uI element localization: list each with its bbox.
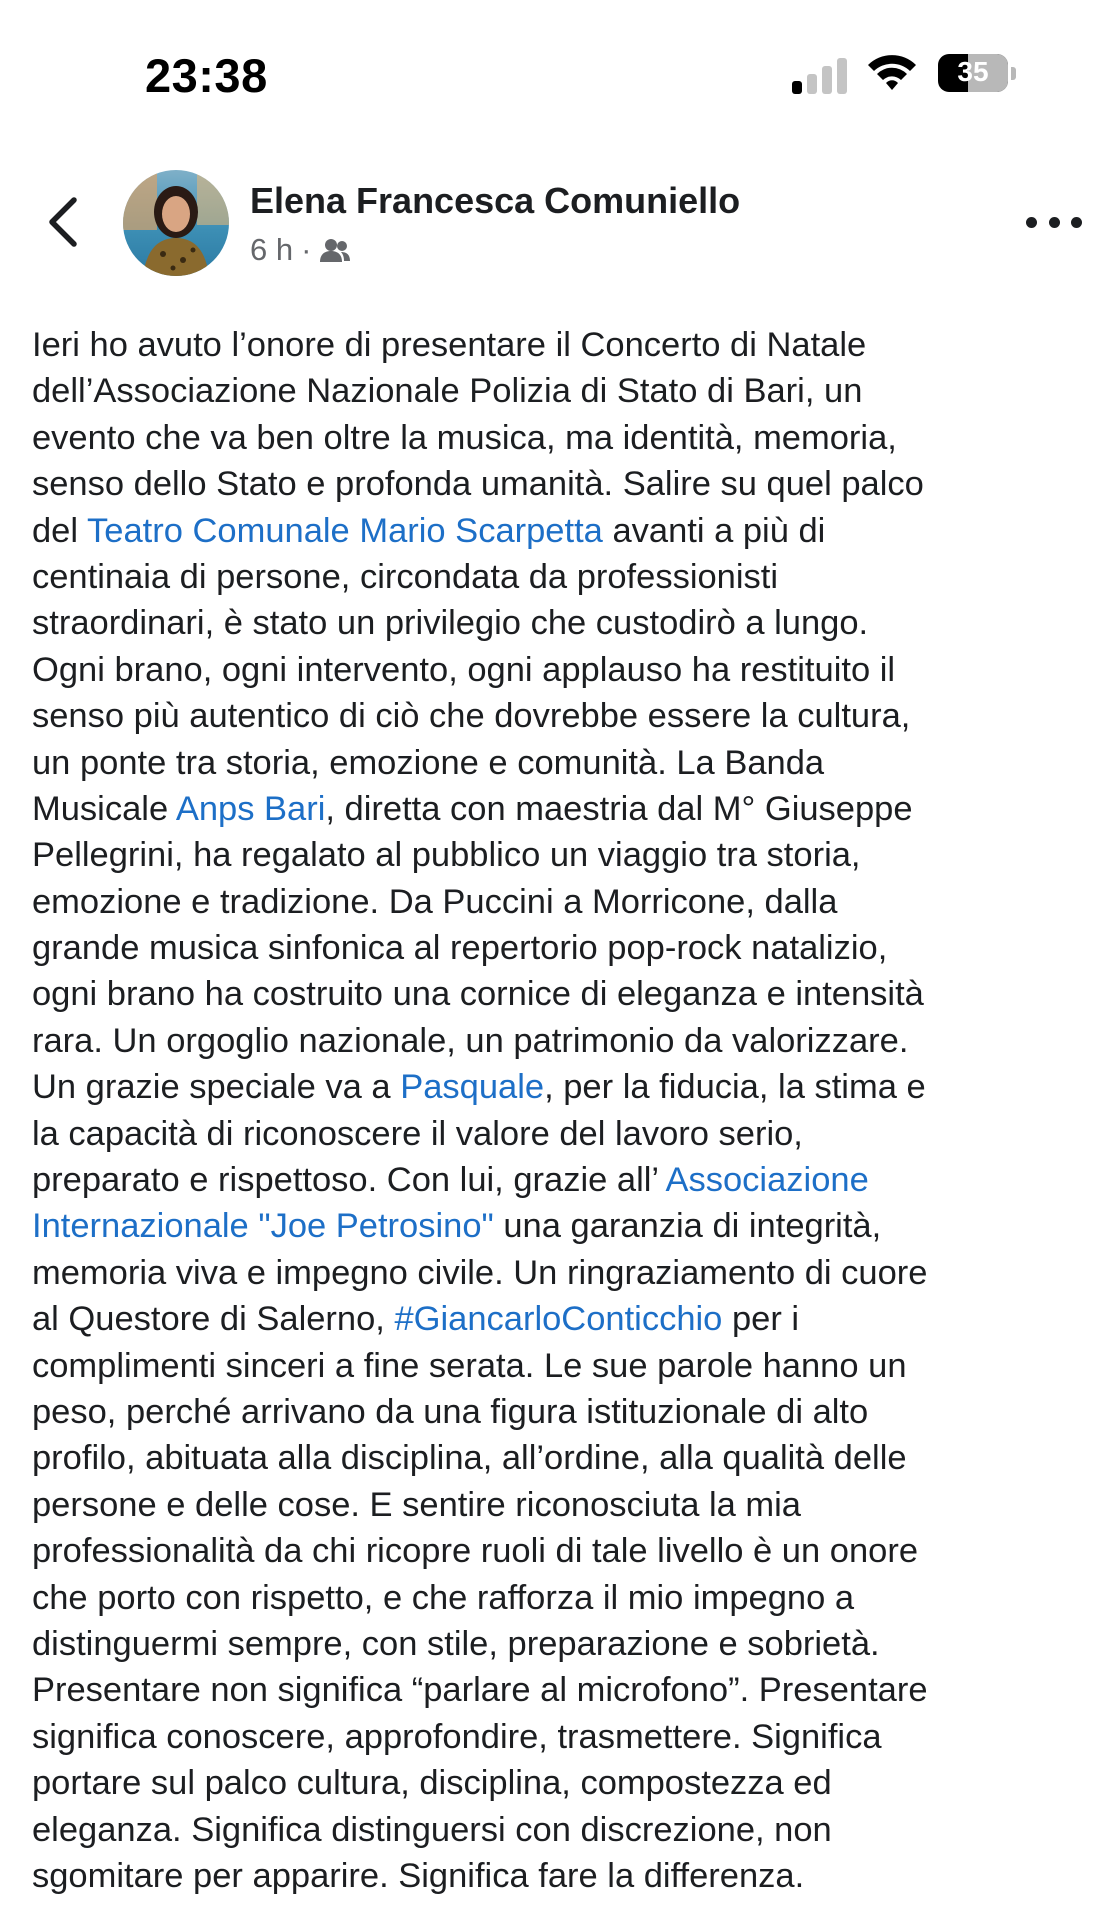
post-text-line <box>32 415 1092 461</box>
wifi-icon <box>866 52 918 92</box>
post-link[interactable]: #GiancarloConticchio <box>394 1300 723 1339</box>
post-text-segment: Pellegrini, ha regalato al pubblico un viaggio tra storia, <box>32 836 861 875</box>
post-text-segment: grande musica sinfonica al repertorio pop-rock natalizio, <box>32 929 888 968</box>
post-text-segment: sgomitare per apparire. Significa fare la differenza. <box>32 1856 805 1895</box>
post-text-line <box>32 1621 1092 1667</box>
avatar[interactable] <box>123 170 229 276</box>
signal-icon <box>792 58 848 94</box>
post-text-segment: Ogni brano, ogni intervento, ogni applauso ha restituito il <box>32 650 896 689</box>
post-text-line <box>32 1807 1092 1853</box>
post-text-line <box>32 508 1092 554</box>
post-text-line <box>32 1064 1092 1110</box>
post-text-segment: del <box>32 511 88 550</box>
friends-icon[interactable] <box>319 237 351 263</box>
post-text-line <box>32 554 1092 600</box>
post-text-segment: complimenti sinceri a fine serata. Le sue parole hanno un <box>32 1346 907 1385</box>
post-text-segment: Ieri ho avuto l’onore di presentare il Concerto di Natale <box>32 326 867 364</box>
post-text-segment: eleganza. Significa distinguersi con discrezione, non <box>32 1810 832 1849</box>
post-text-segment: portare sul palco cultura, disciplina, compostezza ed <box>32 1764 832 1803</box>
post-text-line <box>32 1435 1092 1481</box>
status-bar <box>0 0 1113 150</box>
battery-icon <box>938 54 1018 92</box>
post-link[interactable]: Associazione <box>665 1161 869 1200</box>
post-text-line <box>32 693 1092 739</box>
post-text-segment: che porto con rispetto, e che rafforza il mio impegno a <box>32 1578 855 1617</box>
post-text-line <box>32 368 1092 414</box>
post-text-line <box>32 647 1092 693</box>
status-time: 23:38 <box>145 49 268 102</box>
post-text-segment: Presentare non significa “parlare al microfono”. Presentare <box>32 1671 928 1710</box>
post-text-line <box>32 740 1092 786</box>
post-text-line <box>32 1760 1092 1806</box>
post-text-segment: ogni brano ha costruito una cornice di eleganza e intensità <box>32 975 924 1014</box>
post-text-line <box>32 322 1092 368</box>
post-text-line <box>32 600 1092 646</box>
post-text-segment: , per la fiducia, la stima e <box>544 1068 926 1107</box>
back-chevron-icon[interactable] <box>44 194 84 250</box>
post-text-line <box>32 1714 1092 1760</box>
post-text-line <box>32 1203 1092 1249</box>
post-text-segment: dell’Associazione Nazionale Polizia di Stato di Bari, un <box>32 372 863 411</box>
post-text-segment: senso più autentico di ciò che dovrebbe essere la cultura, <box>32 697 911 736</box>
meta-separator: · <box>301 232 312 267</box>
battery-percent: 35 <box>957 56 989 87</box>
post-text-line <box>32 1111 1092 1157</box>
post-text-segment: rara. Un orgoglio nazionale, un patrimonio da valorizzare. <box>32 1021 909 1060</box>
post-text-line <box>32 1343 1092 1389</box>
post-text-segment: la capacità di riconoscere il valore del lavoro serio, <box>32 1114 803 1153</box>
post-text-line <box>32 1667 1092 1713</box>
post-text-segment: professionalità da chi ricopre ruoli di tale livello è un onore <box>32 1532 918 1571</box>
post-text-segment: persone e delle cose. E sentire riconosciuta la mia <box>32 1485 801 1524</box>
post-time[interactable]: 6 h <box>250 232 294 267</box>
post-text-segment: evento che va ben oltre la musica, ma identità, memoria, <box>32 418 897 457</box>
post-text-segment: un ponte tra storia, emozione e comunità. La Banda <box>32 743 825 782</box>
post-text-segment: al Questore di Salerno, <box>32 1300 395 1339</box>
post-text-line <box>32 1157 1092 1203</box>
post-text-segment: peso, perché arrivano da una figura istituzionale di alto <box>32 1392 869 1431</box>
post-text-segment: profilo, abituata alla disciplina, all’ordine, alla qualità delle <box>32 1439 907 1478</box>
post-text-line <box>32 1389 1092 1435</box>
post-text-segment: emozione e tradizione. Da Puccini a Morricone, dalla <box>32 882 838 921</box>
post-text-line <box>32 971 1092 1017</box>
post-link[interactable]: Anps Bari <box>175 789 326 828</box>
post-text-segment: per i <box>722 1300 800 1339</box>
post-text-line <box>32 1853 1092 1899</box>
post-text-segment: , diretta con maestria dal M° Giuseppe <box>325 789 913 828</box>
post-text-line <box>32 1575 1092 1621</box>
post-text-segment: preparato e rispettoso. Con lui, grazie all’ <box>32 1161 666 1200</box>
post-link[interactable]: Pasquale <box>400 1068 545 1107</box>
post-text-segment: memoria viva e impegno civile. Un ringraziamento di cuore <box>32 1253 928 1292</box>
post-text-segment: centinaia di persone, circondata da professionisti <box>32 557 779 596</box>
post-text-segment: Musicale <box>32 789 176 828</box>
author-name[interactable]: Elena Francesca Comuniello <box>250 180 741 221</box>
post-text-line <box>32 1250 1092 1296</box>
post-text-segment: straordinari, è stato un privilegio che custodirò a lungo. <box>32 604 869 643</box>
post-text-line <box>32 1482 1092 1528</box>
post-text-segment: Un grazie speciale va a <box>32 1068 401 1107</box>
post-text-line <box>32 832 1092 878</box>
post-text-line <box>32 1018 1092 1064</box>
post-text-line <box>32 1296 1092 1342</box>
post-link[interactable]: Teatro Comunale Mario Scarpetta <box>87 511 603 550</box>
post-text-segment: significa conoscere, approfondire, trasmettere. Significa <box>32 1717 882 1756</box>
post-text-segment: senso dello Stato e profonda umanità. Salire su quel palco <box>32 465 924 504</box>
post-text-line <box>32 925 1092 971</box>
more-options-icon[interactable] <box>1026 207 1082 237</box>
post-text-segment: avanti a più di <box>602 511 826 550</box>
post-text <box>32 322 1092 1899</box>
post-text-segment: distinguermi sempre, con stile, preparazione e sobrietà. <box>32 1624 880 1663</box>
post-text-line <box>32 1528 1092 1574</box>
post-text-segment: una garanzia di integrità, <box>493 1207 882 1246</box>
post-text-line <box>32 461 1092 507</box>
post-text-line <box>32 786 1092 832</box>
post-meta <box>250 232 351 268</box>
post-link[interactable]: Internazionale "Joe Petrosino" <box>32 1207 494 1246</box>
post-text-line <box>32 879 1092 925</box>
